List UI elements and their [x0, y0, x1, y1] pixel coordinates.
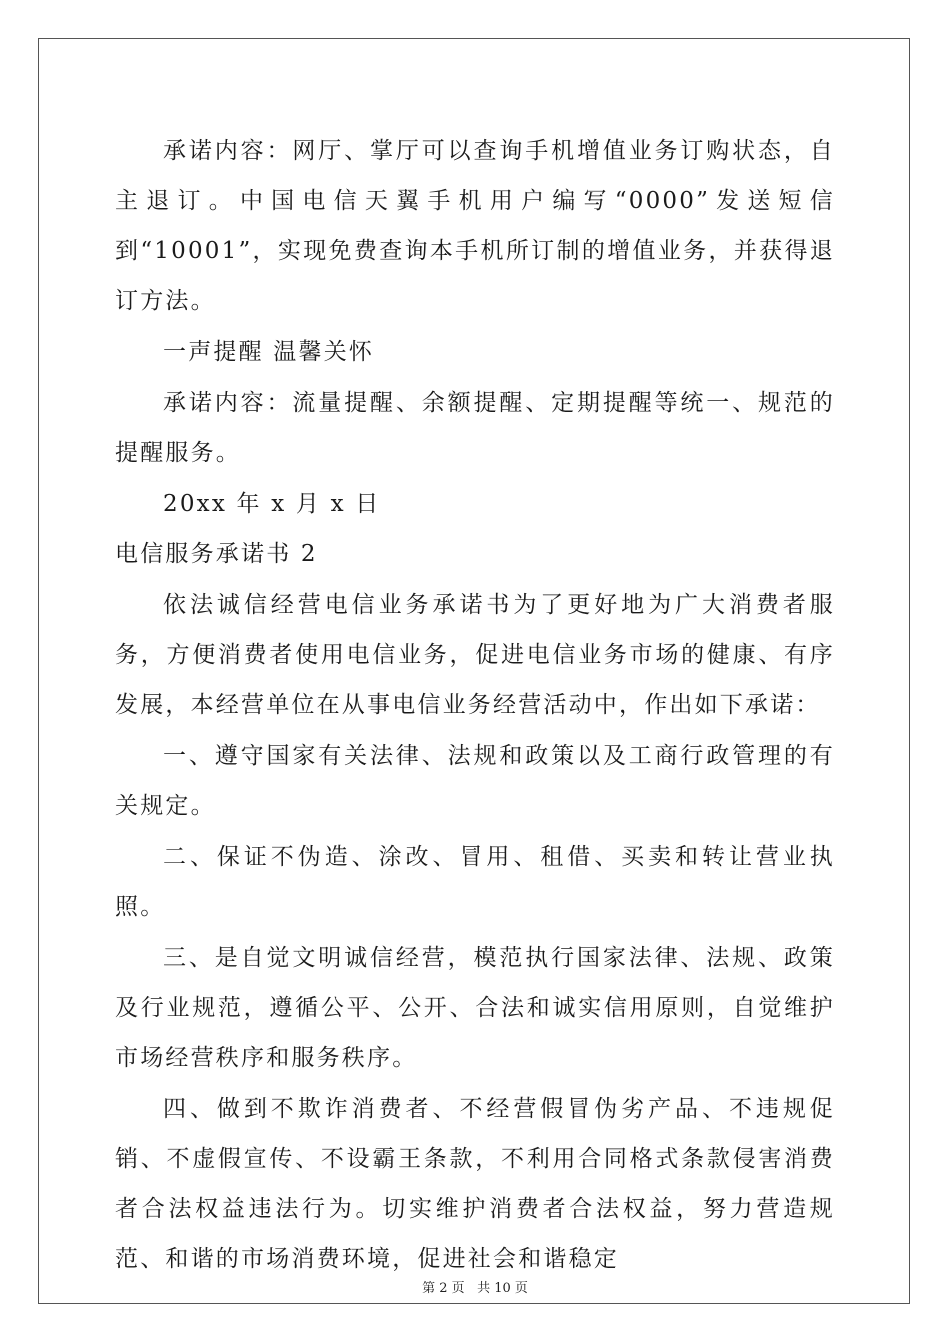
paragraph-item-3: 三、是自觉文明诚信经营，模范执行国家法律、法规、政策及行业规范，遵循公平、公开、合法和诚实信用原则，自觉维护市场经营秩序和服务秩序。	[115, 945, 835, 1071]
paragraph-item-1: 一、遵守国家有关法律、法规和政策以及工商行政管理的有关规定。	[115, 743, 835, 819]
paragraph-item-2: 二、保证不伪造、涂改、冒用、租借、买卖和转让营业执照。	[115, 844, 835, 920]
page-total: 共 10 页	[477, 1281, 528, 1296]
paragraph-reminder-commitment: 承诺内容：流量提醒、余额提醒、定期提醒等统一、规范的提醒服务。	[115, 390, 835, 466]
section-title: 电信服务承诺书 2	[115, 541, 318, 567]
paragraph-item-4: 四、做到不欺诈消费者、不经营假冒伪劣产品、不违规促销、不虚假宣传、不设霸王条款，不利用合同格式条款侵害消费者合法权益违法行为。切实维护消费者合法权益，努力营造规范、和谐的市场消费环境，促进社会和谐稳定	[115, 1096, 835, 1272]
page-number: 第 2 页	[422, 1281, 465, 1296]
paragraph-date: 20xx 年 x 月 x 日	[163, 491, 381, 517]
paragraph-reminder-heading: 一声提醒 温馨关怀	[163, 339, 375, 365]
paragraph-intro: 依法诚信经营电信业务承诺书为了更好地为广大消费者服务，方便消费者使用电信业务，促进电信业务市场的健康、有序发展，本经营单位在从事电信业务经营活动中，作出如下承诺：	[115, 592, 835, 718]
document-body	[115, 126, 835, 1284]
page-footer	[0, 1277, 950, 1296]
paragraph-query-commitment: 承诺内容：网厅、掌厅可以查询手机增值业务订购状态，自主退订。中国电信天翼手机用户编写“0000”发送短信到“10001”，实现免费查询本手机所订制的增值业务，并获得退订方法。	[115, 138, 835, 314]
